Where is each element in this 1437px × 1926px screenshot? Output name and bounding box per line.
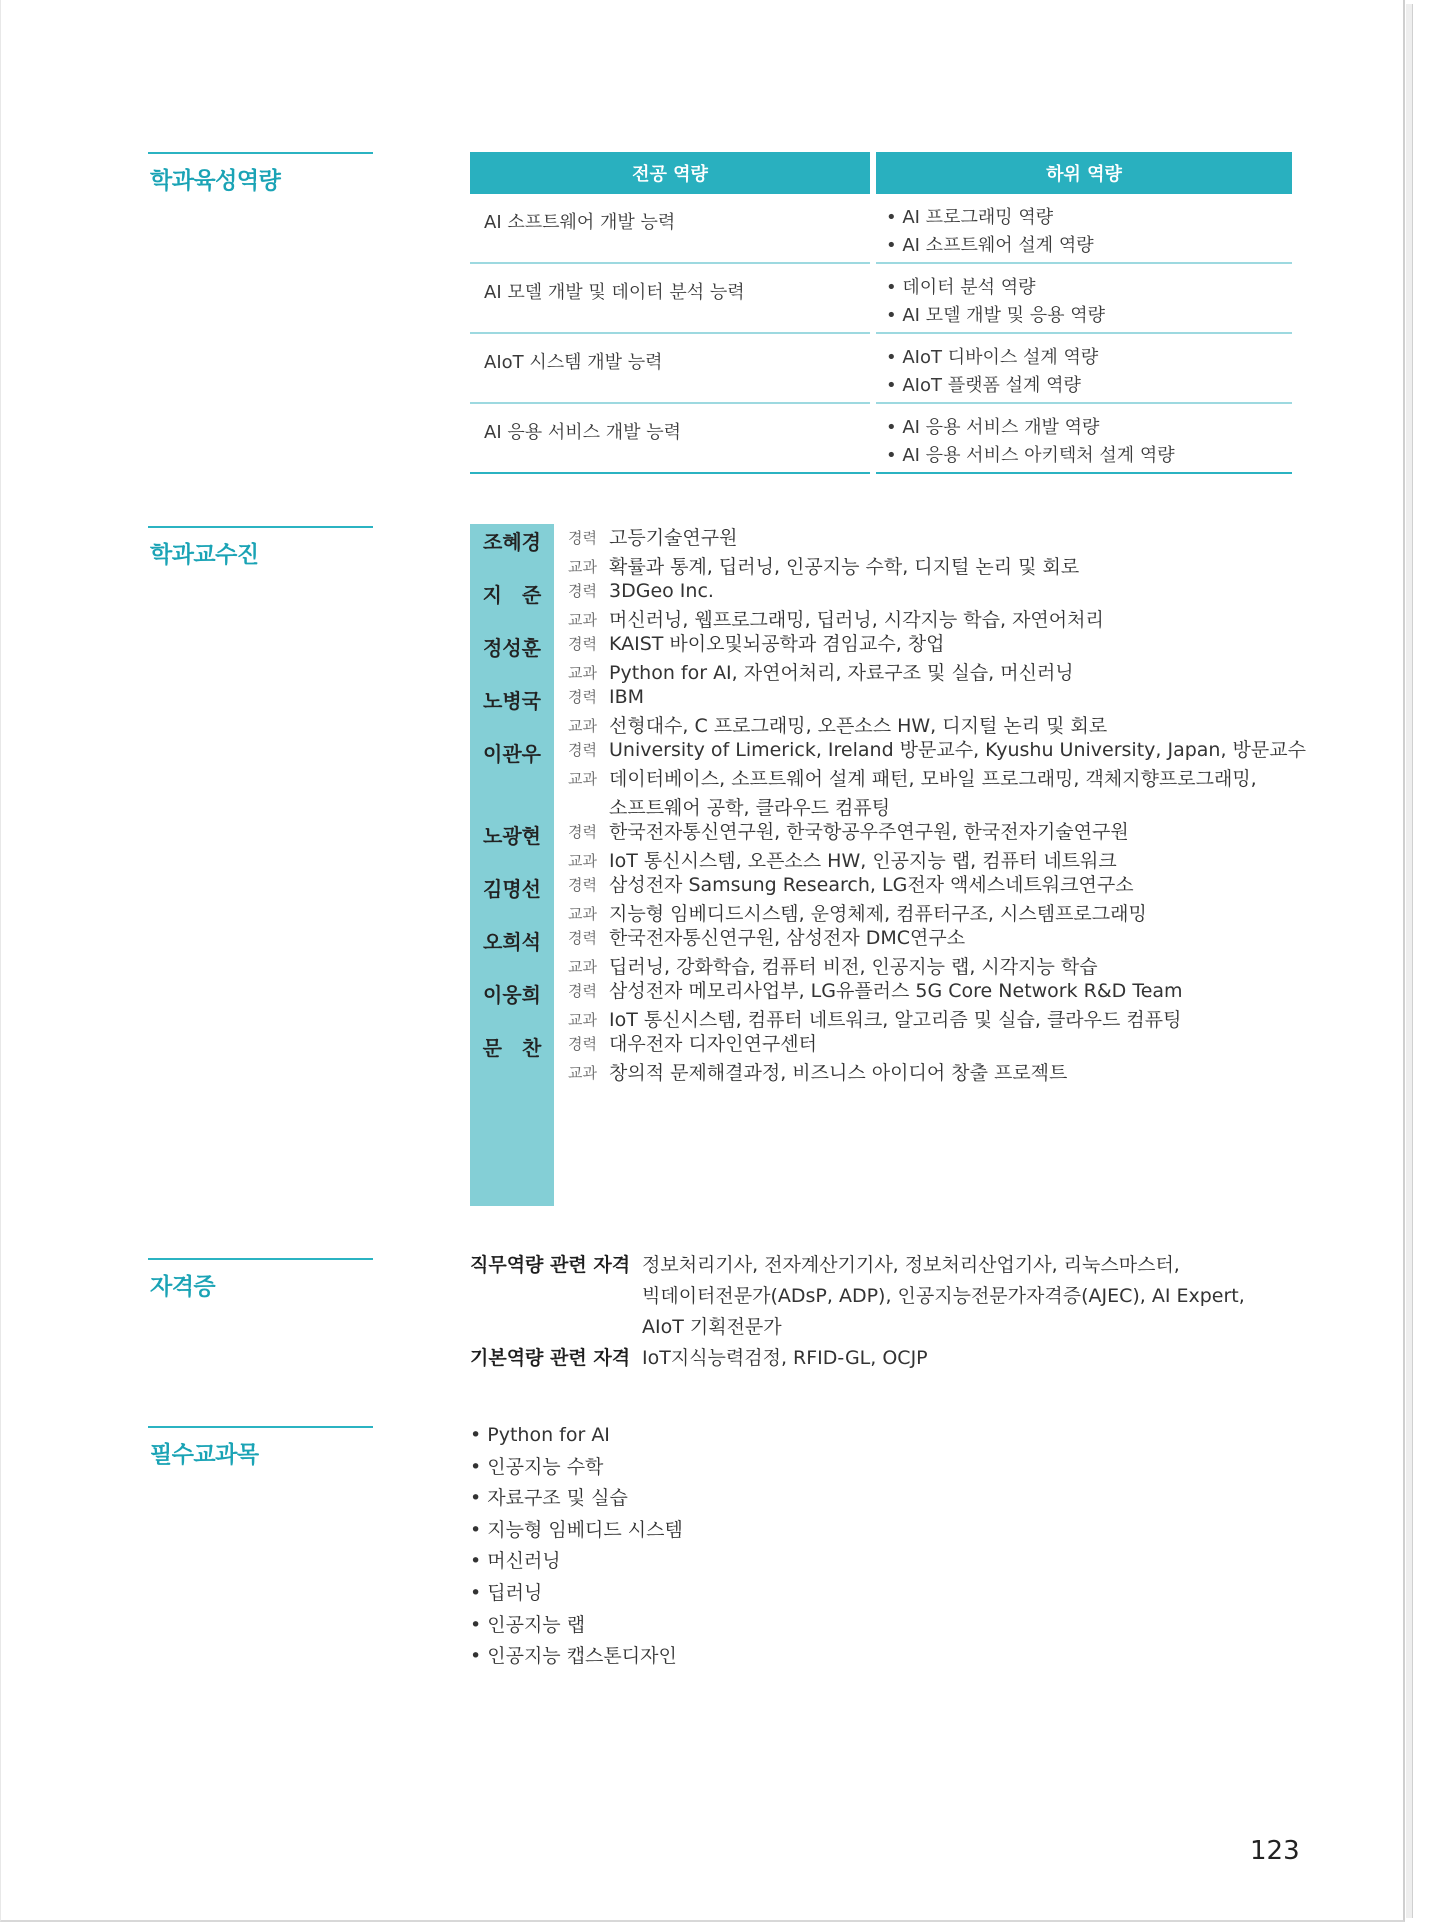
faculty-career-text: 삼성전자 메모리사업부, LG유플러스 5G Core Network R&D Team [609, 980, 1183, 1002]
table-row [470, 264, 1292, 334]
cert-row [470, 1250, 1290, 1343]
faculty-details [554, 524, 1079, 582]
list-item: • 자료구조 및 실습 [470, 1483, 683, 1515]
faculty-courses-text: 창의적 문제해결과정, 비즈니스 아이디어 창출 프로젝트 [609, 1062, 1068, 1084]
faculty-career [568, 683, 1107, 712]
sub-competencies [876, 404, 1292, 474]
faculty-career-tag: 경력 [568, 741, 597, 759]
faculty-career-tag: 경력 [568, 823, 597, 841]
faculty-career-tag: 경력 [568, 876, 597, 894]
faculty-courses-text: 소프트웨어 공학, 클라우드 컴퓨팅 [609, 797, 891, 819]
sub-competency: • AIoT 디바이스 설계 역량 [886, 347, 1099, 368]
faculty-name: 김명선 [483, 877, 541, 901]
faculty-courses-tag: 교과 [568, 1011, 597, 1029]
faculty-name: 지 준 [482, 583, 542, 607]
page-number: 123 [1250, 1836, 1300, 1866]
faculty-item [470, 818, 1310, 876]
sub-competencies [876, 264, 1292, 334]
faculty-item [470, 977, 1310, 1035]
sub-competency: • 데이터 분석 역량 [886, 277, 1036, 298]
faculty-career-tag: 경력 [568, 688, 597, 706]
faculty-details [554, 818, 1129, 876]
faculty-career-text: 대우전자 디자인연구센터 [609, 1033, 817, 1055]
list-item: • 지능형 임베디드 시스템 [470, 1515, 683, 1547]
faculty-career-tag: 경력 [568, 982, 597, 1000]
faculty-item [470, 577, 1310, 635]
faculty-item [470, 924, 1310, 982]
faculty-courses-tag: 교과 [568, 958, 597, 976]
sub-competencies [876, 194, 1292, 264]
cert-row [470, 1343, 1290, 1374]
cert-label: 기본역량 관련 자격 [470, 1347, 631, 1369]
faculty-career [568, 577, 1104, 606]
faculty-career-tag: 경력 [568, 1035, 597, 1053]
faculty-courses-tag: 교과 [568, 717, 597, 735]
section-title-competency: 학과육성역량 [150, 168, 281, 194]
section-title-certificates: 자격증 [150, 1274, 216, 1300]
faculty-career-tag: 경력 [568, 635, 597, 653]
faculty-courses-text: 데이터베이스, 소프트웨어 설계 패턴, 모바일 프로그래밍, 객체지향프로그래밍, [609, 768, 1257, 790]
sub-competency: • AIoT 플랫폼 설계 역량 [886, 375, 1081, 396]
sub-competencies [876, 334, 1292, 404]
list-item: • 딥러닝 [470, 1578, 683, 1610]
faculty-name: 정성훈 [483, 636, 541, 660]
cert-value: 정보처리기사, 전자계산기기사, 정보처리산업기사, 리눅스마스터, 빅데이터전문가(ADsP, ADP), 인공지능전문가자격증(AJEC), AI Expert, AIoT 기획전문가 [642, 1254, 1245, 1338]
faculty-courses-tag: 교과 [568, 852, 597, 870]
faculty-career-text: IBM [609, 686, 645, 708]
faculty-item [470, 1030, 1310, 1088]
header-major-competency: 전공 역량 [470, 152, 870, 194]
competency-table [470, 152, 1292, 474]
table-row [470, 194, 1292, 264]
major-competency: AIoT 시스템 개발 능력 [470, 334, 870, 404]
faculty-item [470, 683, 1310, 741]
faculty-name: 이관우 [483, 742, 541, 766]
table-row [470, 404, 1292, 474]
sub-competency: • AI 소프트웨어 설계 역량 [886, 235, 1094, 256]
faculty-career [568, 871, 1147, 900]
faculty-details [554, 977, 1183, 1035]
faculty-courses-text: Python for AI, 자연어처리, 자료구조 및 실습, 머신러닝 [609, 662, 1074, 684]
faculty-courses-tag: 교과 [568, 770, 597, 788]
faculty-name: 노병국 [483, 689, 541, 713]
list-item: • 인공지능 캡스톤디자인 [470, 1641, 683, 1673]
sub-competency: • AI 모델 개발 및 응용 역량 [886, 305, 1106, 326]
section-title-faculty: 학과교수진 [150, 542, 259, 568]
faculty-courses-text: 머신러닝, 웹프로그래밍, 딥러닝, 시각지능 학습, 자연어처리 [609, 609, 1104, 631]
faculty-career-tag: 경력 [568, 582, 597, 600]
certificates [470, 1250, 1290, 1374]
faculty-courses-text: 딥러닝, 강화학습, 컴퓨터 비전, 인공지능 랩, 시각지능 학습 [609, 956, 1098, 978]
list-item: • 인공지능 수학 [470, 1452, 683, 1484]
faculty-career-tag: 경력 [568, 929, 597, 947]
faculty-item [470, 630, 1310, 688]
cert-label: 직무역량 관련 자격 [470, 1254, 631, 1276]
faculty-career-text: KAIST 바이오및뇌공학과 겸임교수, 창업 [609, 633, 945, 655]
faculty-details [554, 1030, 1067, 1088]
section-rule [148, 152, 373, 154]
faculty-career [568, 630, 1074, 659]
faculty-item [470, 736, 1310, 823]
faculty-name: 문 찬 [482, 1036, 542, 1060]
cert-value: IoT지식능력검정, RFID-GL, OCJP [642, 1347, 928, 1369]
faculty-courses-tag: 교과 [568, 1064, 597, 1082]
faculty-item [470, 524, 1310, 582]
major-competency: AI 소프트웨어 개발 능력 [470, 194, 870, 264]
faculty-courses [568, 765, 1306, 794]
faculty-details [554, 630, 1074, 688]
faculty-career-text: 한국전자통신연구원, 삼성전자 DMC연구소 [609, 927, 966, 949]
faculty-career [568, 924, 1098, 953]
faculty-details [554, 736, 1306, 823]
faculty-career [568, 524, 1079, 553]
faculty-career-text: 3DGeo Inc. [609, 580, 714, 602]
table-row [470, 334, 1292, 404]
faculty-career [568, 736, 1306, 765]
section-rule [148, 526, 373, 528]
faculty-courses-tag: 교과 [568, 611, 597, 629]
list-item: • 인공지능 랩 [470, 1610, 683, 1642]
faculty-item [470, 871, 1310, 929]
section-title-courses: 필수교과목 [150, 1442, 259, 1468]
list-item: • 머신러닝 [470, 1546, 683, 1578]
sub-competency: • AI 응용 서비스 개발 역량 [886, 417, 1100, 438]
list-item: • Python for AI [470, 1420, 683, 1452]
faculty-courses-tag: 교과 [568, 905, 597, 923]
faculty-career [568, 977, 1183, 1006]
faculty-details [554, 924, 1098, 982]
faculty-courses-text: IoT 통신시스템, 컴퓨터 네트워크, 알고리즘 및 실습, 클라우드 컴퓨팅 [609, 1009, 1182, 1031]
faculty-courses-text: 확률과 통계, 딥러닝, 인공지능 수학, 디지털 논리 및 회로 [609, 556, 1080, 578]
header-sub-competency: 하위 역량 [876, 152, 1292, 194]
faculty-details [554, 683, 1107, 741]
faculty-name: 조혜경 [483, 530, 541, 554]
section-rule [148, 1258, 373, 1260]
faculty-courses [568, 1059, 1067, 1088]
faculty-career-text: 고등기술연구원 [609, 527, 738, 549]
required-course-list [470, 1420, 683, 1673]
faculty-career-text: 한국전자통신연구원, 한국항공우주연구원, 한국전자기술연구원 [609, 821, 1129, 843]
faculty-details [554, 577, 1104, 635]
major-competency: AI 모델 개발 및 데이터 분석 능력 [470, 264, 870, 334]
faculty-courses-text: 선형대수, C 프로그래밍, 오픈소스 HW, 디지털 논리 및 회로 [609, 715, 1108, 737]
faculty-name: 오희석 [483, 930, 541, 954]
faculty-courses-tag: 교과 [568, 664, 597, 682]
sub-competency: • AI 응용 서비스 아키텍처 설계 역량 [886, 445, 1175, 466]
faculty-courses-tag: 교과 [568, 558, 597, 576]
faculty-career-tag: 경력 [568, 529, 597, 547]
faculty-name: 노광현 [483, 824, 541, 848]
competency-table-header [470, 152, 1292, 194]
sub-competency: • AI 프로그래밍 역량 [886, 207, 1054, 228]
faculty-list [470, 524, 1310, 1083]
faculty-name: 이웅희 [483, 983, 541, 1007]
section-rule [148, 1426, 373, 1428]
faculty-career-text: University of Limerick, Ireland 방문교수, Kyushu University, Japan, 방문교수 [609, 739, 1306, 761]
faculty-career [568, 818, 1129, 847]
faculty-courses-text: 지능형 임베디드시스템, 운영체제, 컴퓨터구조, 시스템프로그래밍 [609, 903, 1147, 925]
faculty-courses-text: IoT 통신시스템, 오픈소스 HW, 인공지능 랩, 컴퓨터 네트워크 [609, 850, 1117, 872]
faculty-career-text: 삼성전자 Samsung Research, LG전자 액세스네트워크연구소 [609, 874, 1134, 896]
major-competency: AI 응용 서비스 개발 능력 [470, 404, 870, 474]
faculty-career [568, 1030, 1067, 1059]
faculty-details [554, 871, 1147, 929]
